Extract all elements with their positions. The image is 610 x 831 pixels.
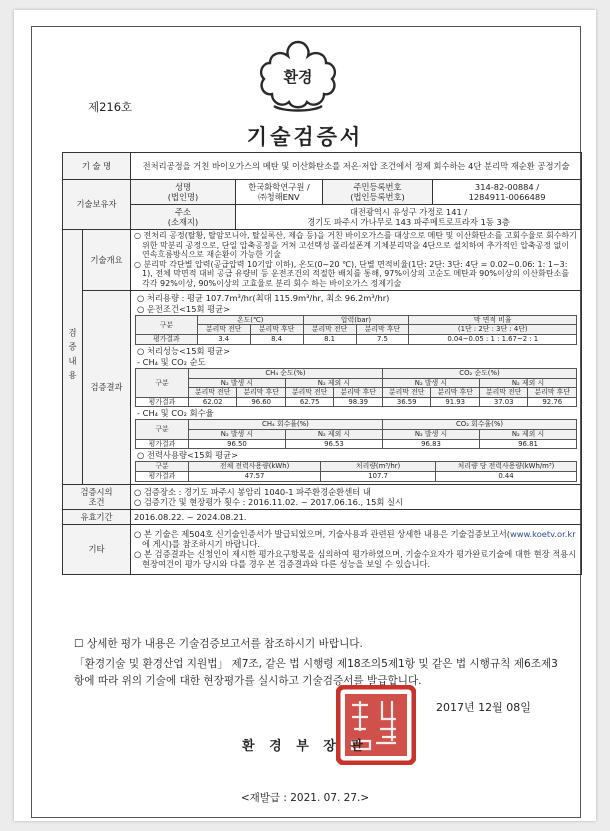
recovery-value: 96.81 [479, 439, 576, 449]
cond-head-rear: 분리막 후단 [250, 325, 303, 335]
validity-label: 유효기간 [63, 509, 131, 524]
name-label: 성명 (법인명) [131, 180, 236, 205]
recovery-head-n2-off: N₂ 제외 시 [285, 430, 382, 440]
purity-value: 62.02 [188, 397, 237, 407]
notice-legal-basis: 「환경기술 및 환경산업 지원법」 제7조, 같은 법 시행령 제18조의5제1항 및 같은 법 시행규칙 제6조제3항에 따라 위의 기술에 대한 현장평가를 실시하고 기술검증서를 발급합니다. [74, 657, 558, 687]
purity-head-n2-on: N₂ 발생 시 [382, 378, 479, 388]
recovery-title: - CH₄ 및 CO₂ 회수율 [137, 408, 214, 419]
cond-head-front: 분리막 전단 [303, 325, 356, 335]
overview-item-2: ○ 분리막 각단별 압력(공급압력 10기압 이하), 온도(0~20 ℃), 단별 면적비율(1단: 2단: 3단: 4단 = 0.02~0.06: 1: 1~3: 1), 전체 막면적 대비 공급 유량비 등 운전조건의 적절한 배치를 통해, 97%이상의 고순도 메탄과 90%이상의 이산화탄소를 각각 92%이상, 90%이상의 고효율로 분리 회수 하는 바이오가스 정제기술 [134, 259, 570, 288]
cond-value: 8.1 [303, 335, 356, 345]
purity-head-gubun: 구분 [136, 368, 189, 397]
capacity-text: ○ 처리용량 : 평균 107.7m³/hr(최대 115.9m³/hr, 최소 96.2m³/hr) [137, 292, 390, 303]
power-head: 구분 [136, 462, 189, 472]
cond-value: 0.04~0.05 : 1 : 1.67~2 : 1 [409, 335, 577, 345]
issue-date: 2017년 12월 08일 [436, 701, 531, 714]
condition-item-2: ○ 검증기간 및 현장평가 횟수 : 2016.11.02. ~ 2017.06.16., 15회 실시 [134, 496, 404, 507]
purity-head-rear: 분리막 후단 [237, 388, 286, 398]
purity-head-rear: 분리막 후단 [528, 388, 577, 398]
performance-title: ○ 처리성능<15회 평균> [137, 345, 231, 356]
purity-row-label: 평가결과 [136, 397, 189, 407]
power-head: 전체 전력사용량(kWh) [188, 462, 320, 472]
result-label: 검증결과 [83, 290, 131, 484]
cond-value: 3.4 [197, 335, 250, 345]
purity-title: - CH₄ 및 CO₂ 순도 [137, 356, 206, 367]
recovery-value: 96.53 [285, 439, 382, 449]
validity-value: 2016.08.22. ~ 2024.08.21. [131, 509, 582, 524]
purity-value: 91.93 [431, 397, 480, 407]
recovery-table [135, 419, 577, 449]
purity-table [135, 368, 577, 408]
purity-value: 36.59 [382, 397, 431, 407]
recovery-head-ch4: CH₄ 회수율(%) [188, 420, 382, 430]
purity-head-co2: CO₂ 순도(%) [382, 368, 576, 378]
holder-label: 기술보유자 [63, 180, 131, 230]
condition-item-1: ○ 검증장소 : 경기도 파주시 봉암리 1040-1 파주환경순환센터 내 [134, 486, 371, 497]
notice-section [74, 636, 564, 690]
name-value: 한국화학연구원 / ㈜청해ENV [236, 180, 323, 205]
power-value: 107.7 [321, 472, 436, 482]
purity-head-n2-off: N₂ 제외 시 [479, 378, 576, 388]
etc-item-2: ○ 본 검증결과는 신청인이 제시한 평가요구항목을 심의하여 평가하였으며, 기술수요자가 평가완료기술에 대한 현장 적용시 현장여건이 평가 당시와 다를 경우 본 검증결과와 다른 성능을 보일 수 있습니다. [134, 549, 577, 570]
purity-head-front: 분리막 전단 [188, 388, 237, 398]
purity-value: 62.75 [285, 397, 334, 407]
power-title: ○ 전력사용량<15회 평균> [137, 450, 239, 461]
cond-head-area-sub: (1단 : 2단 : 3단 : 4단) [409, 325, 577, 335]
recovery-head-n2-on: N₂ 발생 시 [382, 430, 479, 440]
notice-reference: ☐ 상세한 평가 내용은 기술검증보고서를 참조하시기 바랍니다. [74, 638, 363, 650]
document-number: 제216호 [88, 100, 133, 114]
power-head: 처리량(m³/hr) [321, 462, 436, 472]
purity-value: 92.76 [528, 397, 577, 407]
cond-head-temp: 온도(℃) [197, 315, 303, 325]
purity-head-ch4: CH₄ 순도(%) [188, 368, 382, 378]
etc-item-1: ○ 본 기술은 제504호 신기술인증서가 발급되었으며, 기술사용과 관련된 상세한 내용은 기술검증보고서(www.koetv.or.kr에 게시)를 참조하시기 바랍니다. [134, 529, 576, 550]
power-row-label: 평가결과 [136, 472, 189, 482]
report-link[interactable]: www.koetv.or.kr [509, 529, 576, 539]
recovery-head-n2-on: N₂ 발생 시 [188, 430, 285, 440]
purity-value: 37.03 [479, 397, 528, 407]
tech-name-label: 기 술 명 [63, 153, 131, 180]
cond-head-area: 막 면적 비율 [409, 315, 577, 325]
power-table [135, 461, 577, 481]
recovery-head-n2-off: N₂ 제외 시 [479, 430, 576, 440]
overview-label: 기술개요 [83, 230, 131, 291]
issuer-name: 환 경 부 장 관 [242, 739, 368, 754]
recovery-row-label: 평가결과 [136, 439, 189, 449]
power-value: 0.44 [435, 472, 576, 482]
purity-head-n2-on: N₂ 발생 시 [188, 378, 285, 388]
purity-value: 98.39 [334, 397, 383, 407]
purity-head-rear: 분리막 후단 [431, 388, 480, 398]
power-value: 47.57 [188, 472, 320, 482]
power-head: 처리량 당 전력사용량(kWh/m³) [435, 462, 576, 472]
reg-number-value: 314-82-00884 / 1284911-0066489 [433, 180, 582, 205]
recovery-value: 96.50 [188, 439, 285, 449]
cond-row-label: 평가결과 [136, 335, 198, 345]
cond-head-gubun: 구분 [136, 315, 198, 334]
purity-head-front: 분리막 전단 [479, 388, 528, 398]
purity-head-rear: 분리막 후단 [334, 388, 383, 398]
tech-name-value: 전처리공정을 거친 바이오가스의 메탄 및 이산화탄소를 저온·저압 조건에서 정제 회수하는 4단 분리막 재순환 공정기술 [131, 153, 582, 180]
cond-head-front: 분리막 전단 [197, 325, 250, 335]
certificate-table [62, 152, 582, 575]
recovery-head-co2: CO₂ 회수율(%) [382, 420, 576, 430]
emblem-text: 환경 [283, 68, 313, 86]
verification-condition-label: 검증시의 조건 [63, 484, 131, 509]
reg-number-label: 주민등록번호 (법인등록번호) [323, 180, 433, 205]
purity-value: 96.60 [237, 397, 286, 407]
reissue-date: <재발급 : 2021. 07. 27.> [240, 792, 370, 804]
cond-value: 7.5 [356, 335, 409, 345]
purity-head-front: 분리막 전단 [382, 388, 431, 398]
purity-head-front: 분리막 전단 [285, 388, 334, 398]
recovery-head-gubun: 구분 [136, 420, 189, 439]
conditions-table [135, 315, 577, 345]
government-emblem-icon [252, 36, 344, 116]
cond-head-pressure: 압력(bar) [303, 315, 409, 325]
address-label: 주소 (소재지) [131, 205, 236, 230]
cond-head-rear: 분리막 후단 [356, 325, 409, 335]
cond-value: 8.4 [250, 335, 303, 345]
address-value: 대전광역시 유성구 가정로 141 / 경기도 파주시 가나무로 143 파주메트로프라자 1동 3층 [236, 205, 582, 230]
document-title: 기술검증서 [246, 125, 364, 149]
purity-head-n2-off: N₂ 제외 시 [285, 378, 382, 388]
verification-content-label: 검증내용 [63, 230, 83, 485]
overview-item-1: ○ 전처리 공정(탈황, 탈암모니아, 탈실록산, 제습 등)을 거친 바이오가스를 대상으로 메탄 및 이산화탄소를 고회수율로 회수하기 위한 막분리 공정으로, 단일 압축공정을 거쳐 고선택성 폴리설폰계 기체분리막을 4단으로 설치하여 추가적인 압축공정 없이 연속흐름방식으로 재순환이 가능한 기술 [134, 231, 577, 260]
recovery-value: 96.83 [382, 439, 479, 449]
etc-label: 기타 [63, 524, 131, 574]
conditions-title: ○ 운전조건<15회 평균> [137, 303, 231, 314]
